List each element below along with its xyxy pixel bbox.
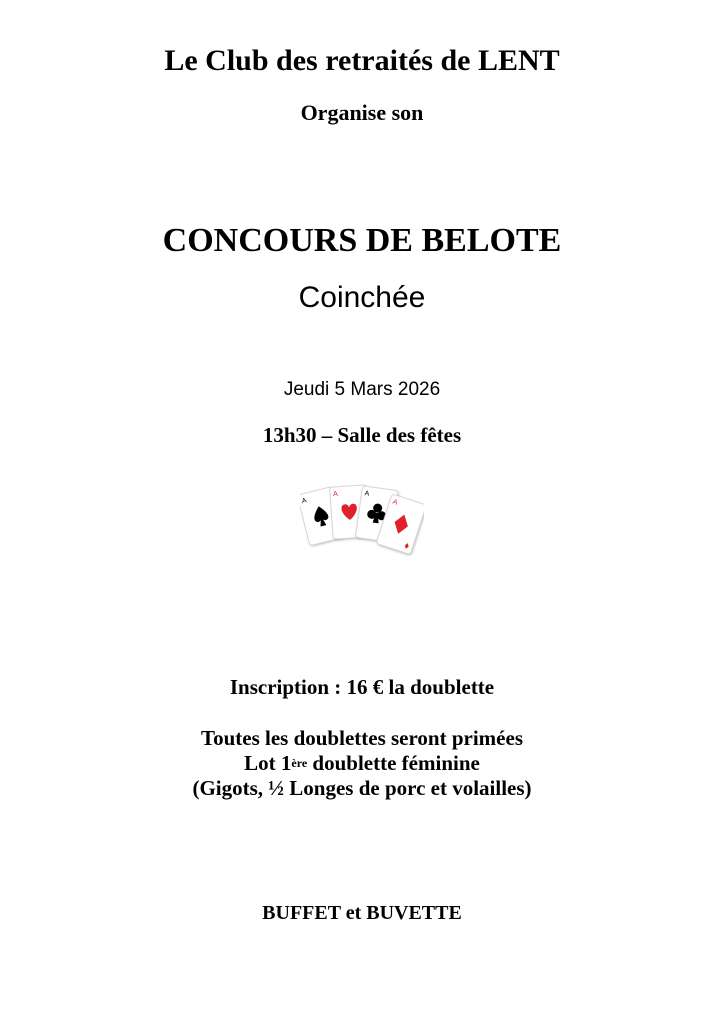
- svg-text:A: A: [301, 497, 308, 506]
- svg-text:A: A: [364, 490, 370, 498]
- prize-line: Toutes les doublettes seront primées: [201, 726, 523, 750]
- registration-fee: Inscription : 16 € la doublette: [229, 675, 495, 699]
- lot-suffix: doublette féminine: [307, 751, 480, 775]
- lot-superscript: ère: [291, 756, 308, 770]
- buffet-buvette: BUFFET et BUVETTE: [262, 902, 462, 924]
- playing-cards-aces-icon: [300, 480, 424, 564]
- svg-text:A: A: [391, 498, 399, 507]
- club-name: Le Club des retraités de LENT: [164, 44, 560, 77]
- event-date: Jeudi 5 Mars 2026: [283, 379, 441, 400]
- contest-variant: Coinchée: [298, 281, 426, 314]
- lot-line: [0, 751, 724, 776]
- contest-title: CONCOURS DE BELOTE: [162, 222, 562, 259]
- lot-prefix: Lot 1: [244, 751, 292, 775]
- organise-line: Organise son: [300, 100, 424, 125]
- svg-text:A: A: [332, 490, 339, 499]
- prize-list: (Gigots, ½ Longes de porc et volailles): [192, 776, 532, 800]
- event-time-place: 13h30 – Salle des fêtes: [262, 423, 462, 447]
